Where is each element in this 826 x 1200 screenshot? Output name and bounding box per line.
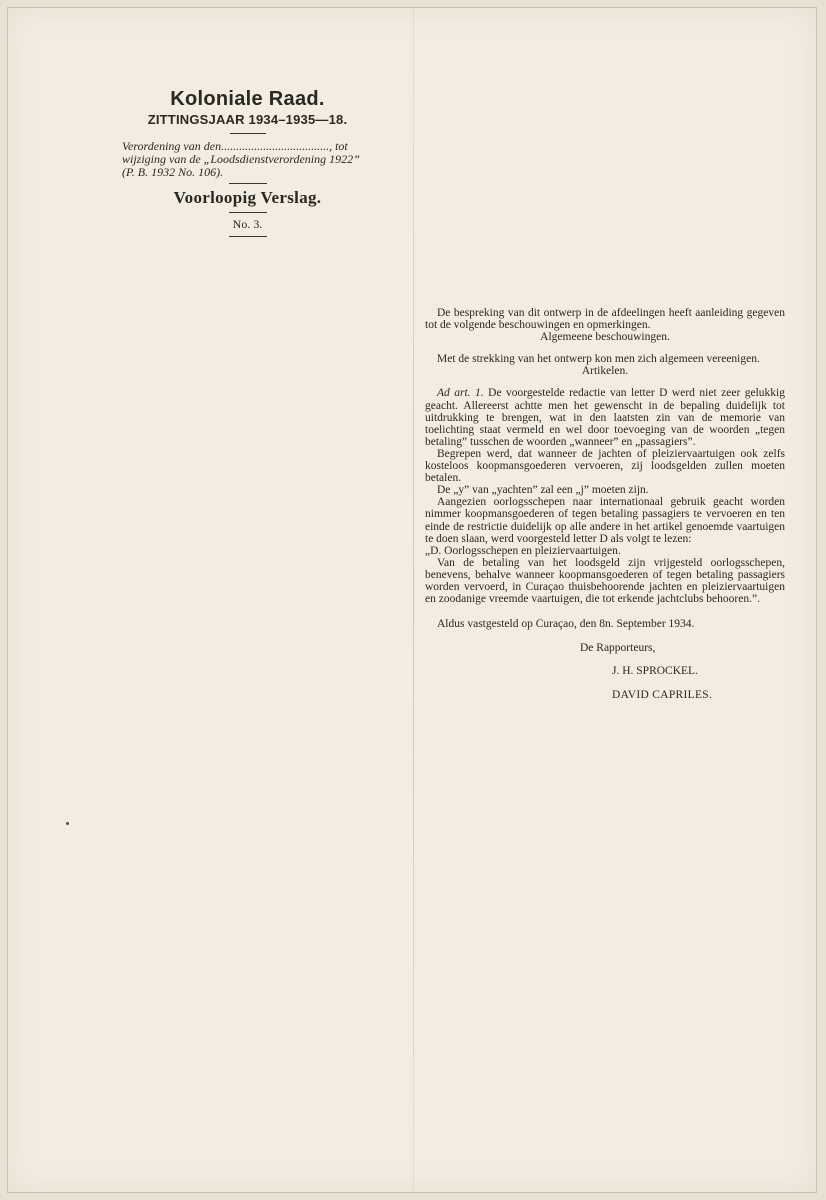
- paragraph-5: „D. Oorlogsschepen en pleiziervaartuigen.: [425, 544, 621, 557]
- header-divider-3: [229, 212, 267, 213]
- closing-line: Aldus vastgesteld op Curaçao, den 8n. September 1934.: [437, 618, 695, 631]
- header-divider-4: [229, 236, 267, 237]
- article-label: Ad art. 1.: [437, 387, 484, 400]
- header-divider-1: [230, 133, 266, 134]
- paragraph-2: Begrepen werd, dat wanneer de jachten of pleiziervaartuigen ook zelfs kosteloos koopmansgoederen vervoeren, zij loodsgelden zullen moeten betalen.: [425, 447, 785, 485]
- articles-heading: Artikelen.: [581, 365, 629, 378]
- signer-1: J. H. SPROCKEL.: [612, 665, 698, 678]
- session-year: ZITTINGSJAAR 1934–1935—18.: [147, 112, 348, 127]
- page-fold-line: [413, 8, 414, 1190]
- council-title: Koloniale Raad.: [170, 88, 325, 110]
- paper-speck: [66, 822, 69, 825]
- header-divider-2: [229, 183, 267, 184]
- intro-paragraph: De bespreking van dit ontwerp in de afdeelingen heeft aanleiding gegeven tot de volgende beschouwingen en opmerkingen.: [425, 307, 785, 332]
- document-number: No. 3.: [232, 217, 263, 231]
- general-heading: Algemeene beschouwingen.: [540, 331, 670, 344]
- report-title: Voorloopig Verslag.: [173, 188, 322, 207]
- report-body: [425, 307, 785, 702]
- paragraph-6: Van de betaling van het loodsgeld zijn vrijgesteld oorlogsschepen, benevens, behalve wanneer koopmansgoederen of tegen betaling passagiers worden vervoerd, in Curaçao thuisbehoorende jachten en pleiziervaartuigen en zoodanige vreemde vaartuigen, die tot erkende jachtclubs behooren.”.: [425, 556, 785, 606]
- ordinance-description: Verordening van den...................................., tot wijziging van de „Loodsdienstverordening 1922” (P. B. 1932 No. 106).: [122, 139, 360, 179]
- rapporteurs-label: De Rapporteurs,: [580, 642, 656, 655]
- general-paragraph: Met de strekking van het ontwerp kon men zich algemeen vereenigen.: [437, 353, 760, 366]
- article-1-text: De voorgestelde redactie van letter D werd niet zeer gelukkig geacht. Allereerst achtte men het gewenscht in de bepaling duidelijk tot uitdrukking te brengen, wat in den laatsten zin van de memorie van toelichting staat vermeld en wel door toevoeging van de woorden „tegen betaling” tusschen de woorden „wanneer” en „passagiers”.: [425, 387, 786, 448]
- signer-2: DAVID CAPRILES.: [612, 689, 713, 702]
- paragraph-4: Aangezien oorlogsschepen naar internationaal gebruik geacht worden nimmer koopmansgoederen of tegen betaling passagiers te vervoeren en ten einde de restrictie duidelijk op alle andere in het artikel genoemde vaartuigen te doen slaan, werd voorgesteld letter D als volgt te lezen:: [425, 496, 785, 545]
- paragraph-3: De „y” van „yachten” zal een „j” moeten zijn.: [437, 484, 649, 497]
- document-header: [100, 88, 395, 241]
- article-1-paragraph: [425, 387, 785, 447]
